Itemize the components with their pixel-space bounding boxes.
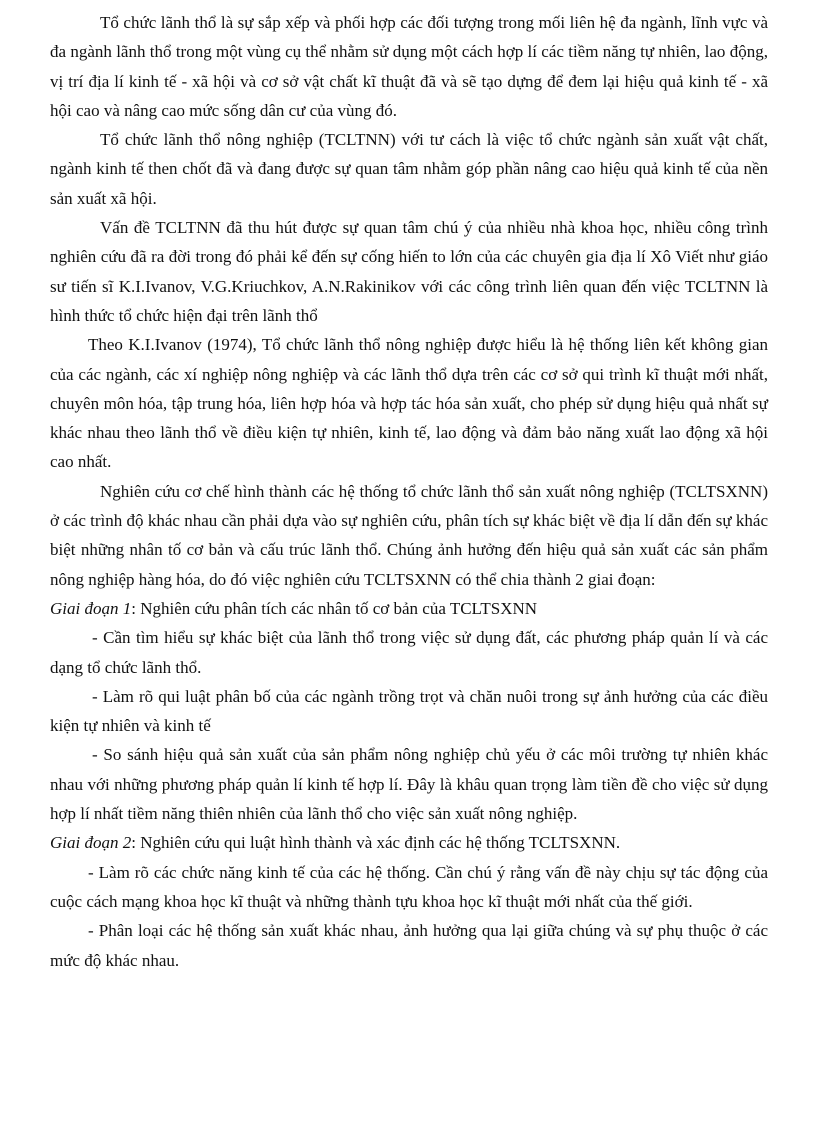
stage-2-heading xyxy=(50,828,768,857)
paragraph-scientists: Vấn đề TCLTNN đã thu hút được sự quan tâm chú ý của nhiều nhà khoa học, nhiều công trình nghiên cứu đã ra đời trong đó phải kể đến sự cống hiến to lớn của các chuyên gia địa lí Xô Viết như giáo sư tiến sĩ K.I.Ivanov, V.G.Kriuchkov, A.N.Rakinikov với các công trình liên quan đến việc TCLTNN là hình thức tổ chức hiện đại trên lãnh thổ xyxy=(50,218,768,325)
stage-1-title: : Nghiên cứu phân tích các nhân tố cơ bản của TCLTSXNN xyxy=(131,598,538,618)
stage-1-heading xyxy=(50,594,768,623)
stage-2-item: - Làm rõ các chức năng kinh tế của các hệ thống. Cần chú ý rằng vấn đề này chịu sự tác động của cuộc cách mạng khoa học kĩ thuật và những thành tựu khoa học kĩ thuật mới nhất của thế giới. xyxy=(50,862,768,911)
paragraph-ivanov: Theo K.I.Ivanov (1974), Tổ chức lãnh thổ nông nghiệp được hiểu là hệ thống liên kết không gian của các ngành, các xí nghiệp nông nghiệp và các lãnh thổ dựa trên các cơ sở qui trình kĩ thuật mới nhất, chuyên môn hóa, tập trung hóa, liên hợp hóa và hợp tác hóa sản xuất, cho phép sử dụng hiệu quả nhất sự khác nhau theo lãnh thổ về điều kiện tự nhiên, kinh tế, lao động và đảm bảo năng xuất lao động xã hội cao nhất. xyxy=(50,335,768,472)
document-page xyxy=(50,8,768,975)
paragraph-definition: Tổ chức lãnh thổ là sự sắp xếp và phối hợp các đối tượng trong mối liên hệ đa ngành, lĩnh vực và đa ngành lãnh thổ trong một vùng cụ thể nhằm sử dụng một cách hợp lí các tiềm năng tự nhiên, lao động, vị trí địa lí kinh tế - xã hội và cơ sở vật chất kĩ thuật đã và sẽ tạo dựng để đem lại hiệu quả kinh tế - xã hội cao và nâng cao mức sống dân cư của vùng đó. xyxy=(50,13,768,120)
paragraph-mechanism: Nghiên cứu cơ chế hình thành các hệ thống tổ chức lãnh thổ sản xuất nông nghiệp (TCLTSXNN) ở các trình độ khác nhau cần phải dựa vào sự nghiên cứu, phân tích sự khác biệt về địa lí dẫn đến sự khác biệt những nhân tố cơ bản và cấu trúc lãnh thổ. Chúng ảnh hưởng đến hiệu quả sản xuất các sản phẩm nông nghiệp hàng hóa, do đó việc nghiên cứu TCLTSXNN có thể chia thành 2 giai đoạn: xyxy=(50,481,768,589)
stage-2-item: - Phân loại các hệ thống sản xuất khác nhau, ảnh hưởng qua lại giữa chúng và sự phụ thuộc ở các mức độ khác nhau. xyxy=(50,921,768,970)
stage-2-label: Giai đoạn 2 xyxy=(50,833,132,853)
stage-2-title: : Nghiên cứu qui luật hình thành và xác định các hệ thống TCLTSXNN. xyxy=(131,833,621,853)
stage-1-item: - So sánh hiệu quả sản xuất của sản phẩm nông nghiệp chủ yếu ở các môi trường tự nhiên khác nhau với những phương pháp quản lí kinh tế hợp lí. Đây là khâu quan trọng làm tiền đề cho việc sử dụng hợp lí nhất tiềm năng thiên nhiên của lãnh thổ cho việc sản xuất nông nghiệp. xyxy=(50,745,768,824)
stage-1-label: Giai đoạn 1 xyxy=(50,598,132,618)
stage-1-item: - Cần tìm hiểu sự khác biệt của lãnh thổ trong việc sử dụng đất, các phương pháp quản lí và các dạng tổ chức lãnh thổ. xyxy=(50,628,768,677)
stage-1-item: - Làm rõ qui luật phân bố của các ngành trồng trọt và chăn nuôi trong sự ảnh hưởng của các điều kiện tự nhiên và kinh tế xyxy=(50,686,768,736)
paragraph-tcltnn: Tổ chức lãnh thổ nông nghiệp (TCLTNN) với tư cách là việc tổ chức ngành sản xuất vật chất, ngành kinh tế then chốt đã và đang được sự quan tâm nhằm góp phần nâng cao hiệu quả kinh tế của nền sản xuất xã hội. xyxy=(50,130,768,208)
